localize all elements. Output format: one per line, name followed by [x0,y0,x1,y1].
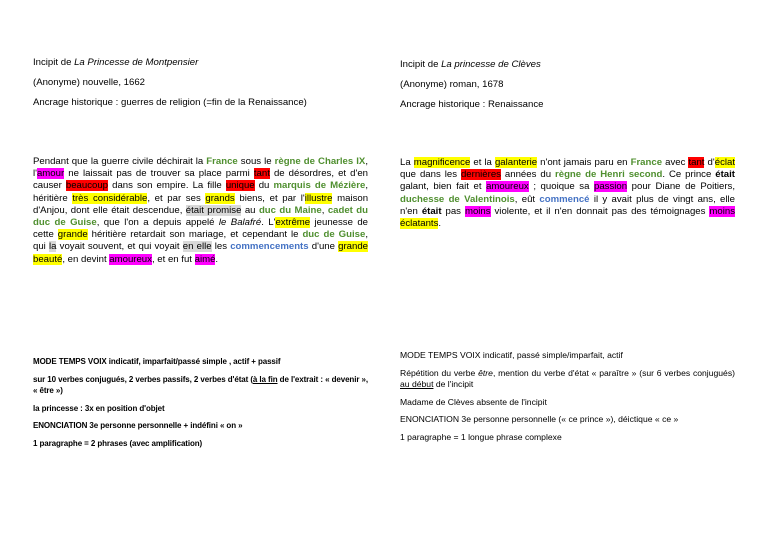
left-genre-line: (Anonyme) nouvelle, 1662 [33,77,145,88]
txt: , qui [33,229,368,253]
txt: pour Diane de Poitiers, [627,181,735,193]
txt-hyperbole: dernières [460,169,501,181]
txt-love: amoureux [486,181,529,193]
txt-historic: cadet du duc de Guise [33,204,369,229]
txt: de désordres, et d'en causer [33,168,368,192]
txt-underline: à la fin [252,374,278,384]
txt-beginning: commencé [539,193,590,205]
txt-hyperbole: unique [225,180,255,192]
txt-grandeur: grande beauté [33,241,369,265]
txt: années du [500,169,555,181]
right-incipit-line [400,58,735,71]
txt: . [438,218,442,230]
right-notes [400,350,735,449]
txt: héritière retardait son mariage, et cependant le [87,229,303,241]
txt: biens, et par l' [234,192,305,204]
right-genre-line: (Anonyme) roman, 1678 [400,79,504,90]
txt-place: France [206,156,238,167]
txt: il y avait plus de vingt ans, elle n'en [400,193,735,217]
txt-historic: marquis de Mézière [273,180,366,192]
txt-grandeur: grande [57,229,88,241]
left-header [33,56,368,116]
txt-historic: duchesse de Valentinois [400,193,515,205]
txt: , en devint [62,253,110,265]
txt-grandeur: très considérable [72,192,148,204]
txt-grandeur: éclat [714,157,735,168]
right-incipit-prefix: Incipit de [400,59,442,70]
txt: galant, bien fait et [400,181,487,193]
txt: les [211,241,231,253]
left-note-3: la princesse : 3x en position d'objet [33,403,165,413]
right-excerpt [400,157,735,230]
txt: , [321,204,328,216]
txt-grandeur: éclatants [400,218,439,230]
txt: sur 10 verbes conjugués, 2 verbes passifs, 2 verbes d'état ( [33,374,253,384]
right-paragraph [400,157,735,230]
txt: de l'incipit [433,379,474,389]
left-paragraph [33,156,368,266]
txt-place: France [630,157,663,168]
left-excerpt [33,156,368,266]
txt: , eût [514,193,540,205]
txt: La [400,157,414,168]
txt-grandeur: illustre [304,192,333,204]
txt: Répétition du verbe [400,367,479,378]
txt: avec [662,157,689,168]
txt-grandeur: extrême [275,217,311,229]
txt-love: amour [36,168,65,180]
txt-underline: au début [400,379,434,389]
txt: , et par ses [147,192,206,204]
right-note-3: Madame de Clèves absente de l'incipit [400,396,547,407]
left-note-1: MODE TEMPS VOIX indicatif, imparfait/passé simple , actif + passif [33,357,281,366]
txt-italic: être [478,367,493,378]
txt-historic: règne de Henri second [555,169,663,181]
txt-love: amoureux [109,253,152,265]
right-note-5: 1 paragraphe = 1 longue phrase complexe [400,431,562,442]
left-notes [33,356,368,455]
txt-italic: le Balafré [218,217,262,229]
txt: dans son empire. La fille [108,180,226,192]
right-note-4: ENONCIATION 3e personne personnelle (« ce prince »), déictique « ce » [400,414,679,424]
txt-historic: duc du Maine [258,204,322,216]
txt: et la [470,157,495,168]
txt: , héritière [33,180,368,204]
txt: , l' [33,156,368,180]
txt: . L' [261,217,276,229]
txt-love: moins [709,205,735,217]
txt: pas [441,205,465,217]
txt: , et en fut [151,253,195,265]
left-note-2 [33,374,368,397]
txt: de l'extrait : « devenir », « être ») [33,374,368,395]
txt-grandeur: galanterie [494,157,538,168]
left-note-4: ENONCIATION 3e personne personnelle + indéfini « on » [33,421,243,430]
right-header [400,58,735,118]
txt-grandeur: grands [205,192,235,204]
txt-bold: était [421,205,442,217]
right-incipit-title: La princesse de Clèves [441,59,541,70]
txt-love: moins [464,205,491,217]
left-incipit-title: La Princesse de Montpensier [74,57,199,68]
txt: n'ont jamais paru en [537,157,631,168]
txt: du [254,180,274,192]
txt-historic: duc de Guise [302,229,366,241]
txt: voyait souvent, et qui voyait [56,241,183,253]
txt: ne laissait pas de trouver sa place parmi [64,168,254,180]
txt: Pendant que la guerre civile déchirait la [33,156,207,167]
txt: , que l'on a depuis appelé [96,217,219,229]
txt-love: aimé [194,253,216,265]
txt-object: en elle [182,241,212,253]
txt: maison d'Anjou, dont elle était descendue, [33,192,369,216]
txt-hyperbole: tant [688,157,705,168]
txt-beginning: commencements [230,241,309,253]
txt-historic: règne de Charles IX [274,156,366,167]
left-context-line: Ancrage historique : guerres de religion (=fin de la Renaissance) [33,97,307,108]
txt: d' [704,157,715,168]
left-incipit-line [33,56,368,69]
txt-grandeur: magnificence [413,157,471,168]
txt-love: passion [594,181,628,193]
txt: , mention du verbe d'état « paraître » (sur 6 verbes conjugués) [492,367,735,378]
txt: que dans les [400,169,461,181]
txt: d'une [308,241,339,253]
txt-hyperbole: beaucoup [65,180,109,192]
txt: . [215,253,219,265]
txt: jeunesse de cette [33,217,369,241]
txt-hyperbole: tant [253,168,270,180]
txt: sous le [237,156,275,167]
txt: violente, et il n'en donnait pas des témoignages [490,205,710,217]
txt: . Ce prince [662,169,716,181]
txt-object: la [49,241,57,253]
txt-object: était promise [185,204,242,216]
txt: au [241,204,259,216]
right-note-1: MODE TEMPS VOIX indicatif, passé simple/imparfait, actif [400,350,623,360]
txt-bold: était [715,169,735,181]
left-note-5: 1 paragraphe = 2 phrases (avec amplification) [33,438,203,448]
txt: ; quoique sa [528,181,594,193]
right-context-line: Ancrage historique : Renaissance [400,99,544,110]
right-note-2 [400,368,735,391]
left-incipit-prefix: Incipit de [33,57,75,68]
